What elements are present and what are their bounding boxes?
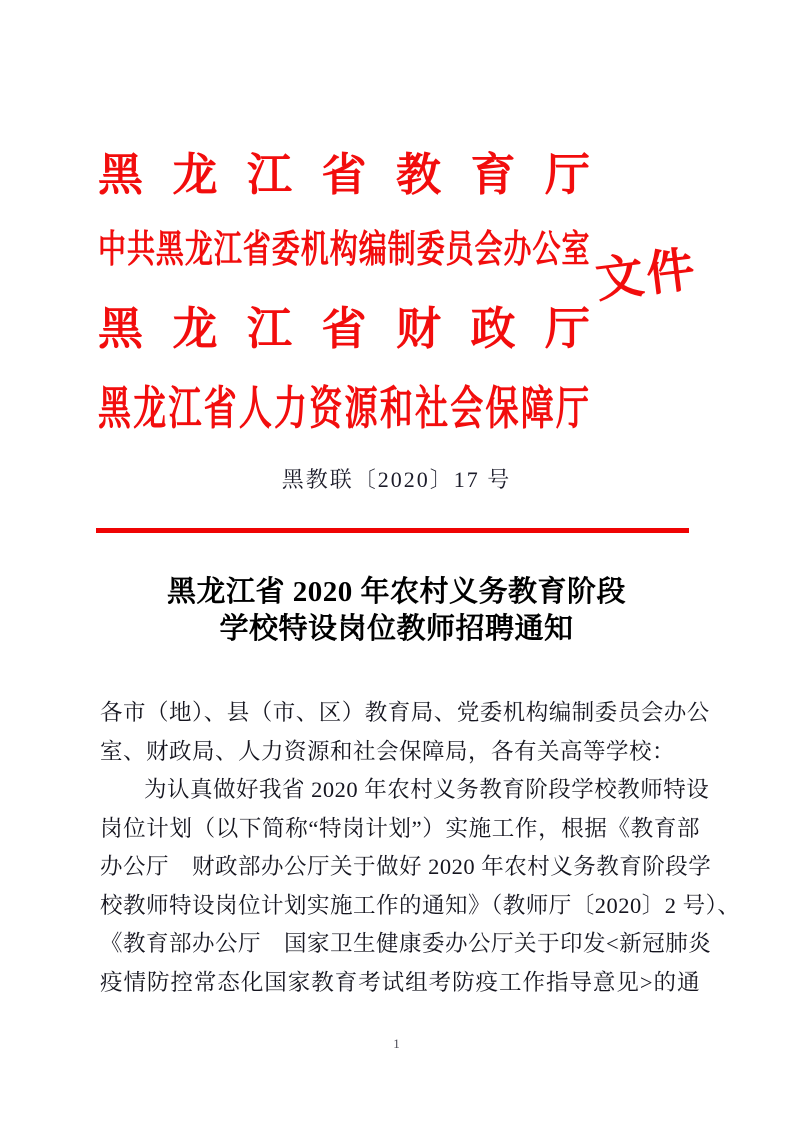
document-body: [100, 694, 741, 1002]
org-name-party-institutional-office: 中共黑龙江省委机构编制委员会办公室: [98, 229, 590, 272]
body-line: 室、财政局、人力资源和社会保障局，各有关高等学校：: [100, 738, 676, 764]
document-title-line-1: 黑龙江省 2020 年农村义务教育阶段: [166, 576, 626, 608]
body-line: 校教师特设岗位计划实施工作的通知》（教师厅〔2020〕2 号）、: [100, 892, 741, 918]
red-divider-line: [96, 528, 689, 533]
org-name-finance-department: 黑 龙 江 省 财 政 厅: [98, 304, 590, 354]
document-title: [0, 574, 793, 648]
document-title-line-2: 学校特设岗位教师招聘通知: [219, 613, 574, 645]
document-label-wenjian: 文件: [592, 242, 701, 308]
body-line: 为认真做好我省 2020 年农村义务教育阶段学校教师特设: [144, 777, 710, 802]
page-number: 1: [393, 1036, 400, 1051]
body-line: 岗位计划（以下简称“特岗计划”）实施工作，根据《教育部: [100, 815, 700, 841]
org-name-education-department: 黑 龙 江 省 教 育 厅: [98, 150, 590, 200]
org-name-human-resources-department: 黑龙江省人力资源和社会保障厅: [98, 384, 590, 435]
body-line: 办公厅 财政部办公厅关于做好 2020 年农村义务教育阶段学: [100, 854, 712, 879]
body-line: 《教育部办公厅 国家卫生健康委办公厅关于印发<新冠肺炎: [100, 931, 712, 956]
body-line: 疫情防控常态化国家教育考试组考防疫工作指导意见>的通: [100, 969, 700, 995]
document-number: 黑教联〔2020〕17 号: [281, 467, 512, 492]
body-line: 各市（地）、县（市、区）教育局、党委机构编制委员会办公: [100, 700, 710, 725]
